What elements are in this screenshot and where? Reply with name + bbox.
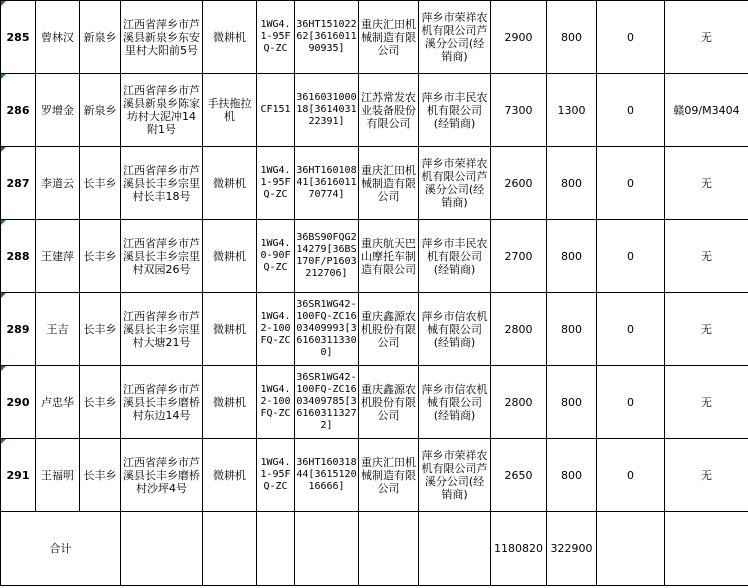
machine-type-cell [203,439,257,512]
row-number: 285 [6,30,30,44]
township-cell [80,1,121,74]
subsidy-amount: 800 [561,30,582,44]
subsidy-amount-cell [547,147,597,220]
dealer: 萍乡市信农机械有限公司(经销商) [421,309,488,349]
buyer-name-cell [36,366,80,439]
table-row [1,220,748,293]
dealer: 萍乡市荣祥农机有限公司芦溪分公司(经销商) [421,157,488,209]
buyer-name: 曾林汉 [41,30,74,44]
row-number: 288 [6,249,30,263]
plate-number: 无 [701,395,712,409]
extra-amount-cell [597,439,665,512]
sale-price-cell [491,1,547,74]
manufacturer: 重庆汇田机械制造有限公司 [361,163,416,203]
sale-price-cell [491,293,547,366]
table-row [1,1,748,74]
township-cell [80,220,121,293]
total-empty-cell [121,512,203,586]
machine-type-cell [203,366,257,439]
model-number: 1WG4.2-100FQ-ZC [260,384,291,419]
buyer-name: 卢忠华 [41,395,74,409]
township-cell [80,366,121,439]
comment-marker-icon [1,220,6,225]
row-number-cell [1,1,36,74]
township: 长丰乡 [83,249,117,263]
serial-number-cell [295,293,359,366]
address: 江西省萍乡市芦溪县长丰乡宗里村双园26号 [123,236,200,276]
total-empty-cell [359,512,419,586]
comment-marker-icon [1,439,6,444]
serial-number: 361603100018[361403122391] [296,92,357,127]
total-price: 1180820 [491,512,547,586]
extra-amount: 0 [627,468,634,482]
serial-number: 36HT15102262[361601190935] [296,19,357,54]
table-row [1,74,748,147]
manufacturer-cell [359,439,419,512]
plate-number: 无 [701,249,712,263]
serial-number: 36SR1WG42-100FQ-ZC1603409785[361603113272] [296,372,357,431]
row-number-cell [1,220,36,293]
manufacturer: 重庆航天巴山摩托车制造有限公司 [361,236,416,276]
table-body [1,1,748,512]
total-empty-cell [295,512,359,586]
model-number: 1WG4.1-95FQ-ZC [260,19,291,54]
manufacturer-cell [359,1,419,74]
model-number: 1WG4.0-90FQ-ZC [260,238,291,273]
township-cell [80,439,121,512]
address-cell [121,147,203,220]
dealer-cell [419,1,491,74]
extra-amount: 0 [627,249,634,263]
machine-type-cell [203,220,257,293]
extra-amount: 0 [627,395,634,409]
dealer: 萍乡市丰民农机有限公司(经销商) [421,90,488,130]
buyer-name-cell [36,74,80,147]
model-number-cell [257,1,295,74]
model-number-cell [257,220,295,293]
row-number: 290 [6,395,30,409]
serial-number: 36HT16010841[361601170774] [296,165,357,200]
model-number: 1WG4.1-95FQ-ZC [260,165,291,200]
table-row [1,439,748,512]
subsidy-amount-cell [547,1,597,74]
machine-type: 手扶拖拉机 [207,97,252,123]
machine-type: 微耕机 [213,30,246,44]
sale-price-cell [491,74,547,147]
dealer-cell [419,293,491,366]
comment-marker-icon [1,147,6,152]
sale-price: 2900 [504,30,533,44]
row-number-cell [1,147,36,220]
manufacturer: 江苏常发农业装备股份有限公司 [361,90,416,130]
subsidy-amount: 800 [561,468,582,482]
plate-number-cell [665,1,748,74]
dealer: 萍乡市信农机械有限公司(经销商) [421,382,488,422]
table-row [1,366,748,439]
total-empty-cell [597,512,665,586]
subsidy-amount: 800 [561,395,582,409]
buyer-name: 王建萍 [41,249,74,263]
dealer: 萍乡市丰民农机有限公司(经销商) [421,236,488,276]
address-cell [121,366,203,439]
dealer-cell [419,147,491,220]
row-number: 289 [6,322,30,336]
machine-type: 微耕机 [213,322,246,336]
township: 新泉乡 [83,30,117,44]
sale-price: 2650 [504,468,533,482]
address-cell [121,439,203,512]
extra-amount: 0 [627,176,634,190]
total-empty-cell [419,512,491,586]
extra-amount: 0 [627,322,634,336]
serial-number-cell [295,220,359,293]
address: 江西省萍乡市芦溪县长丰乡宗里村长丰18号 [123,163,200,203]
serial-number: 36BS90FQG214279[36BS170F/P1603212706] [296,232,357,279]
sale-price-cell [491,439,547,512]
plate-number-cell [665,366,748,439]
model-number: 1WG4.2-100FQ-ZC [260,311,291,346]
buyer-name-cell [36,220,80,293]
total-row [1,512,748,586]
plate-number-cell [665,439,748,512]
address-cell [121,74,203,147]
sale-price-cell [491,220,547,293]
township-cell [80,293,121,366]
model-number-cell [257,147,295,220]
manufacturer: 重庆汇田机械制造有限公司 [361,455,416,495]
manufacturer-cell [359,293,419,366]
machine-type-cell [203,74,257,147]
machine-type-cell [203,1,257,74]
subsidy-amount-cell [547,366,597,439]
extra-amount: 0 [627,30,634,44]
serial-number-cell [295,74,359,147]
plate-number: 无 [701,468,712,482]
address-cell [121,293,203,366]
dealer-cell [419,439,491,512]
dealer-cell [419,366,491,439]
machine-type: 微耕机 [213,395,246,409]
total-subsidy: 322900 [547,512,597,586]
plate-number: 无 [701,30,712,44]
subsidy-amount-cell [547,293,597,366]
subsidy-amount: 800 [561,322,582,336]
plate-number: 无 [701,322,712,336]
machine-type: 微耕机 [213,468,246,482]
table-row [1,293,748,366]
plate-number-cell [665,220,748,293]
subsidy-amount-cell [547,220,597,293]
manufacturer: 重庆鑫源农机股份有限公司 [361,309,416,349]
comment-marker-icon [1,74,6,79]
address: 江西省萍乡市芦溪县新泉乡东安里村大阳前5号 [123,17,200,57]
comment-marker-icon [1,1,6,6]
subsidy-amount: 1300 [557,103,586,117]
sale-price: 2600 [504,176,533,190]
manufacturer: 重庆汇田机械制造有限公司 [361,17,416,57]
sale-price-cell [491,147,547,220]
township: 长丰乡 [83,176,117,190]
subsidy-amount: 800 [561,249,582,263]
township: 长丰乡 [83,395,117,409]
buyer-name-cell [36,293,80,366]
extra-amount-cell [597,220,665,293]
township-cell [80,147,121,220]
sale-price-cell [491,366,547,439]
total-empty-cell [665,512,748,586]
serial-number: 36HT16031844[361512016666] [296,457,357,492]
comment-marker-icon [1,293,6,298]
township: 长丰乡 [83,322,117,336]
township: 新泉乡 [83,103,117,117]
buyer-name-cell [36,1,80,74]
dealer-cell [419,74,491,147]
serial-number-cell [295,439,359,512]
extra-amount-cell [597,147,665,220]
extra-amount-cell [597,366,665,439]
manufacturer-cell [359,366,419,439]
plate-number: 无 [701,176,712,190]
sale-price: 7300 [504,103,533,117]
serial-number-cell [295,366,359,439]
dealer-cell [419,220,491,293]
subsidy-amount-cell [547,439,597,512]
total-empty-cell [257,512,295,586]
model-number-cell [257,366,295,439]
model-number-cell [257,293,295,366]
serial-number-cell [295,147,359,220]
total-label: 合计 [1,512,121,586]
plate-number-cell [665,293,748,366]
comment-marker-icon [1,366,6,371]
manufacturer: 重庆鑫源农机股份有限公司 [361,382,416,422]
address: 江西省萍乡市芦溪县长丰乡宗里村大塘21号 [123,309,200,349]
machine-type: 微耕机 [213,249,246,263]
township: 长丰乡 [83,468,117,482]
buyer-name: 王福明 [41,468,74,482]
address-cell [121,1,203,74]
manufacturer-cell [359,220,419,293]
address: 江西省萍乡市芦溪县长丰乡磨桥村沙坪4号 [123,455,200,495]
serial-number: 36SR1WG42-100FQ-ZC1603409993[361603113300] [296,299,357,358]
plate-number-cell [665,147,748,220]
extra-amount-cell [597,74,665,147]
buyer-name: 王吉 [46,322,69,336]
township-cell [80,74,121,147]
machine-type-cell [203,293,257,366]
subsidy-amount-cell [547,74,597,147]
manufacturer-cell [359,74,419,147]
buyer-name-cell [36,147,80,220]
extra-amount-cell [597,293,665,366]
row-number: 287 [6,176,30,190]
extra-amount: 0 [627,103,634,117]
row-number: 291 [6,468,30,482]
machine-type-cell [203,147,257,220]
dealer: 萍乡市荣祥农机有限公司芦溪分公司(经销商) [421,449,488,501]
sale-price: 2800 [504,322,533,336]
dealer: 萍乡市荣祥农机有限公司芦溪分公司(经销商) [421,11,488,63]
address: 江西省萍乡市芦溪县长丰乡磨桥村东边14号 [123,382,200,422]
serial-number-cell [295,1,359,74]
total-empty-cell [203,512,257,586]
model-number: CF151 [260,104,291,115]
model-number: 1WG4.1-95FQ-ZC [260,457,291,492]
row-number: 286 [6,103,30,117]
row-number-cell [1,366,36,439]
plate-number: 赣09/M3404 [673,103,740,117]
sale-price: 2800 [504,395,533,409]
address-cell [121,220,203,293]
buyer-name: 李道云 [41,176,74,190]
manufacturer-cell [359,147,419,220]
model-number-cell [257,439,295,512]
table-row [1,147,748,220]
model-number-cell [257,74,295,147]
extra-amount-cell [597,1,665,74]
buyer-name: 罗增金 [41,103,74,117]
address: 江西省萍乡市芦溪县新泉乡陈家坊村大泥冲14附1号 [123,84,200,136]
row-number-cell [1,439,36,512]
subsidy-amount: 800 [561,176,582,190]
plate-number-cell [665,74,748,147]
machine-type: 微耕机 [213,176,246,190]
row-number-cell [1,293,36,366]
buyer-name-cell [36,439,80,512]
row-number-cell [1,74,36,147]
sale-price: 2700 [504,249,533,263]
